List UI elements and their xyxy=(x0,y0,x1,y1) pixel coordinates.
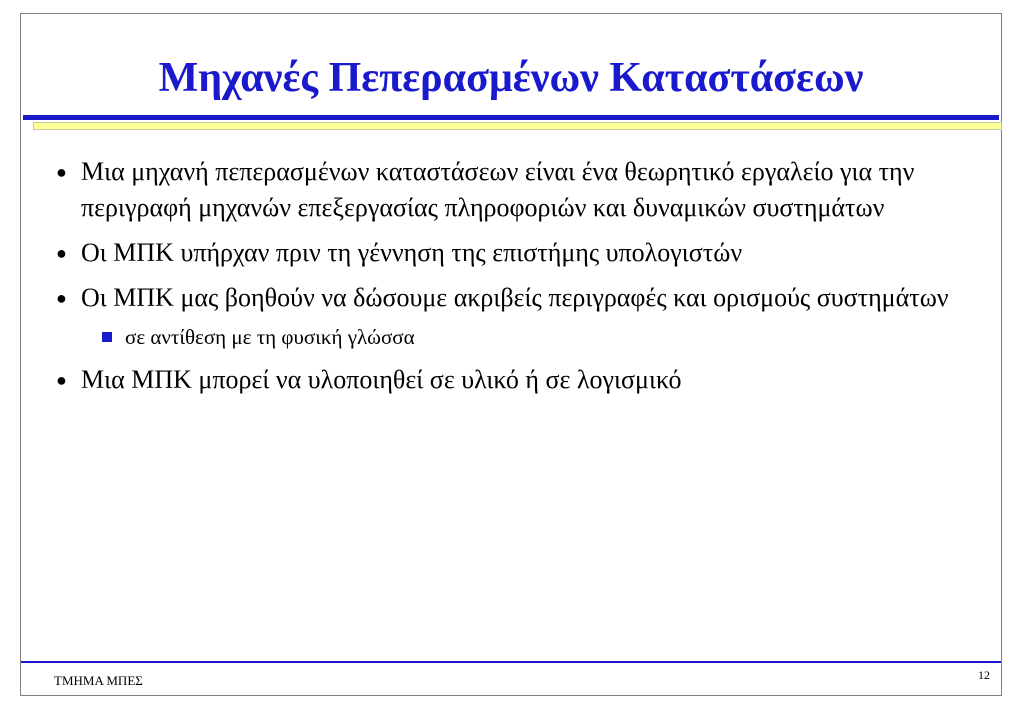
sub-bullet-item xyxy=(53,322,983,352)
slide xyxy=(20,13,1002,696)
bullet-dot-icon: ● xyxy=(56,288,67,308)
bullet-text: Μια μηχανή πεπερασμένων καταστάσεων είναι ένα θεωρητικό εργαλείο για την περιγραφή μηχανών επεξεργασίας πληροφοριών και δυναμικών συστημάτων xyxy=(81,157,915,222)
sub-bullet-text: σε αντίθεση με τη φυσική γλώσσα xyxy=(125,325,415,349)
bullet-dot-icon: ● xyxy=(56,243,67,263)
bullet-item xyxy=(53,280,983,316)
slide-title: Μηχανές Πεπερασμένων Καταστάσεων xyxy=(158,55,864,101)
bullet-text: Οι ΜΠΚ υπήρχαν πριν τη γέννηση της επιστήμης υπολογιστών xyxy=(81,238,743,267)
footer-department: ΤΜΗΜΑ ΜΠΕΣ xyxy=(54,673,143,688)
bullet-list xyxy=(53,154,983,407)
square-bullet-icon xyxy=(102,332,112,342)
bullet-item xyxy=(53,235,983,271)
bullet-dot-icon: ● xyxy=(56,370,67,390)
title-underline xyxy=(23,115,999,120)
footer-rule xyxy=(21,661,1001,663)
page-number: 12 xyxy=(978,668,990,682)
bullet-dot-icon: ● xyxy=(56,162,67,182)
bullet-text: Οι ΜΠΚ μας βοηθούν να δώσουμε ακριβείς περιγραφές και ορισμούς συστημάτων xyxy=(81,283,949,312)
title-accent-bar xyxy=(33,122,1002,130)
bullet-item xyxy=(53,362,983,398)
bullet-item xyxy=(53,154,983,226)
bullet-text: Μια ΜΠΚ μπορεί να υλοποιηθεί σε υλικό ή σε λογισμικό xyxy=(81,365,682,394)
